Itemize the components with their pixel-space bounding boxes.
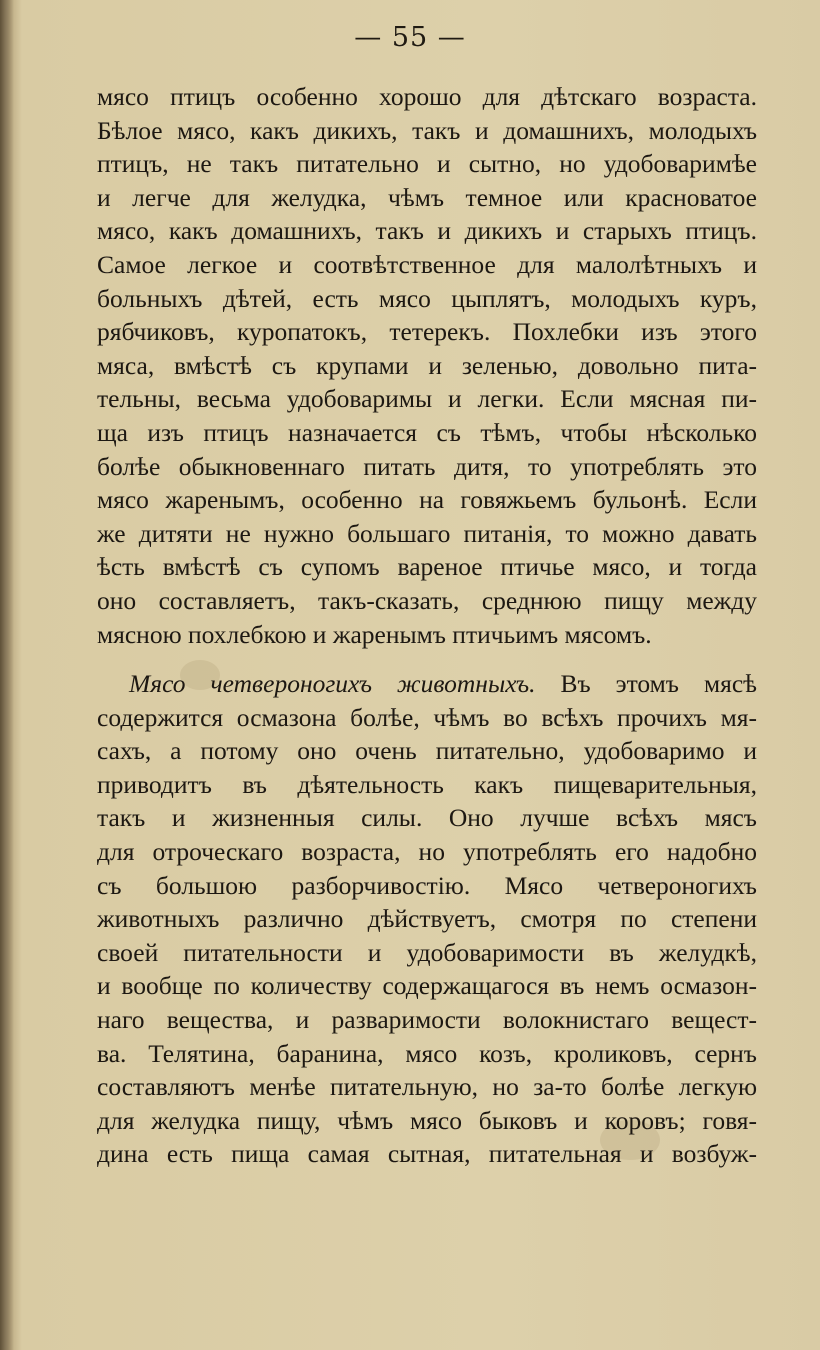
text-line: мясо жаренымъ, особенно на говяжьемъ бульонѣ. Если (97, 485, 757, 515)
text-line: мяса, вмѣстѣ съ крупами и зеленью, довольно пита- (97, 350, 757, 380)
text-line: содержится осмазона болѣе, чѣмъ во всѣхъ прочихъ мя- (97, 702, 757, 732)
text-line: для желудка пищу, чѣмъ мясо быковъ и коровъ; говя- (97, 1105, 757, 1135)
text-line: ва. Телятина, баранина, мясо козъ, кроликовъ, сернъ (97, 1038, 757, 1068)
paragraph-birds (97, 80, 757, 651)
text-line: оно составляетъ, такъ-сказать, среднюю пищу между (97, 585, 757, 615)
text-line: мясо птицъ особенно хорошо для дѣтскаго возраста. (97, 82, 757, 111)
text-line: ща изъ птицъ назначается съ тѣмъ, чтобы нѣсколько (97, 417, 757, 447)
section-heading: Мясо четвероногихъ животныхъ. (129, 669, 536, 699)
text-line: Бѣлое мясо, какъ дикихъ, такъ и домашнихъ, молодыхъ (97, 115, 757, 145)
text-line: дина есть пища самая сытная, питательная и возбуж- (97, 1139, 757, 1169)
text-line: мясо, какъ домашнихъ, такъ и дикихъ и старыхъ птицъ. (97, 216, 757, 246)
text-line: и вообще по количеству содержащагося въ немъ осмазон- (97, 971, 757, 1001)
text-line: своей питательности и удобоваримости въ желудкѣ, (97, 937, 757, 967)
body-text (97, 80, 757, 1171)
text-line: животныхъ различно дѣйствуетъ, смотря по степени (97, 904, 757, 934)
text-line: болѣе обыкновеннаго питать дитя, то употреблять это (97, 451, 757, 481)
text-line: съ большою разборчивостію. Мясо четвероногихъ (97, 870, 757, 900)
text-line: наго вещества, и разваримости волокнистаго вещест- (97, 1005, 757, 1035)
heading-continuation: Въ этомъ мясѣ (535, 669, 757, 699)
page-gutter (0, 0, 14, 1350)
text-line: для отроческаго возраста, но употреблять его надобно (97, 837, 757, 867)
text-line: и легче для желудка, чѣмъ темное или красноватое (97, 182, 757, 212)
text-line: Самое легкое и соотвѣтственное для малолѣтныхъ и (97, 249, 757, 279)
text-line: такъ и жизненныя силы. Оно лучше всѣхъ мясъ (97, 803, 757, 833)
text-line: птицъ, не такъ питательно и сытно, но удобоваримѣе (97, 149, 757, 179)
paragraph-quadrupeds (97, 667, 757, 1171)
text-line (97, 667, 757, 701)
text-line: рябчиковъ, куропатокъ, тетерекъ. Похлебки изъ этого (97, 317, 757, 347)
text-line: составляютъ менѣе питательную, но за-то болѣе легкую (97, 1072, 757, 1102)
text-line: же дитяти не нужно большаго питанія, то можно давать (97, 518, 757, 548)
page-number: — 55 — (354, 22, 466, 53)
text-line: тельны, весьма удобоваримы и легки. Если мясная пи- (97, 384, 757, 414)
text-line: мясною похлебкою и жаренымъ птичьимъ мясомъ. (97, 619, 652, 649)
text-line: приводитъ въ дѣятельность какъ пищеварительныя, (97, 769, 757, 799)
text-line: ѣсть вмѣстѣ съ супомъ вареное птичье мясо, и тогда (97, 552, 757, 582)
paragraph-gap (97, 651, 757, 667)
text-line: сахъ, а потому оно очень питательно, удобоваримо и (97, 736, 757, 766)
text-line: больныхъ дѣтей, есть мясо цыплятъ, молодыхъ куръ, (97, 283, 757, 313)
